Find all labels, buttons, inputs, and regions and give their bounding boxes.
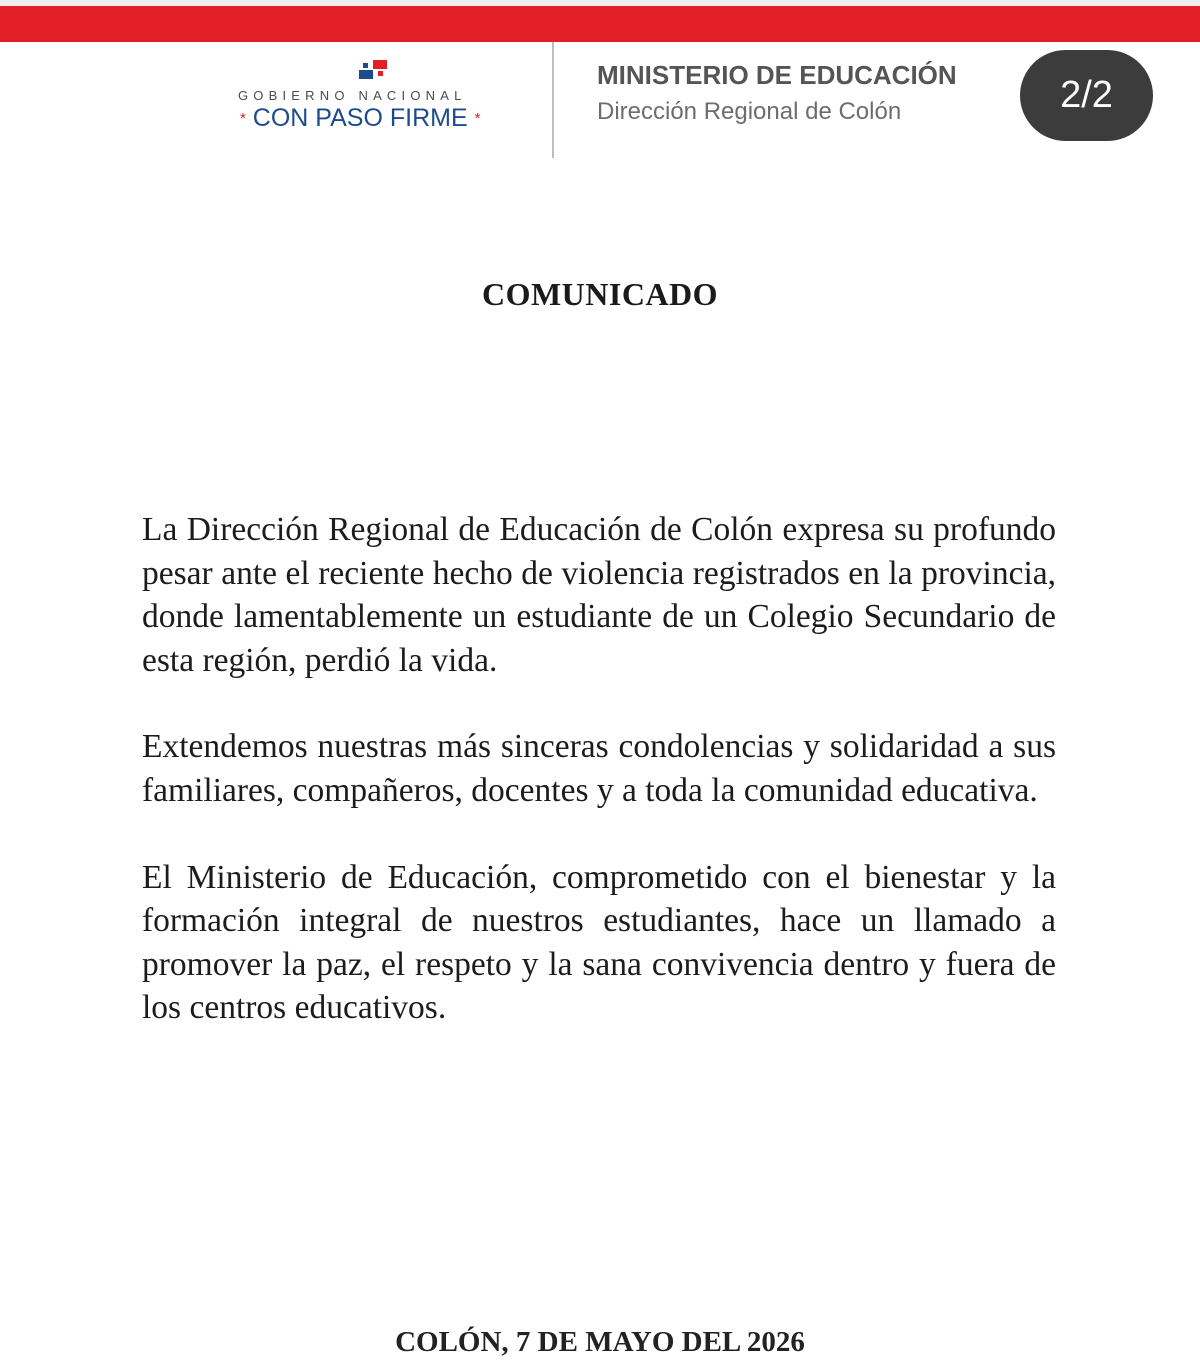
paragraph: El Ministerio de Educación, comprometido con el bienestar y la formación integral de nuestros estudiantes, hace un llamado a promover la paz, el respeto y la sana convivencia dentro y fuera de los centros educativos. — [142, 858, 1056, 1027]
star-icon: * — [474, 110, 481, 127]
document-title: COMUNICADO — [481, 276, 719, 312]
gov-logo-line1: GOBIERNO NACIONAL — [238, 88, 467, 103]
ministry-name: MINISTERIO DE EDUCACIÓN — [597, 60, 957, 90]
paragraph: La Dirección Regional de Educación de Colón expresa su profundo pesar ante el reciente hecho de violencia registrados en la provincia, donde lamentablemente un estudiante de un Colegio Secundario de esta región, perdió la vida. — [142, 511, 1056, 679]
document-date: COLÓN, 7 DE MAYO DEL 2026 — [395, 1326, 805, 1358]
page-counter-badge: 2/2 — [1020, 50, 1153, 141]
star-icon: * — [240, 110, 246, 127]
panama-flag-icon — [358, 60, 388, 80]
document-body — [142, 508, 1056, 1073]
red-header-bar — [0, 6, 1200, 42]
letterhead — [0, 42, 1200, 162]
gov-logo-slogan: CON PASO FIRME — [252, 104, 468, 132]
header-divider — [552, 42, 554, 158]
gov-logo-line2 — [240, 104, 480, 133]
ministry-subtitle: Dirección Regional de Colón — [597, 98, 902, 125]
government-logo — [230, 60, 520, 140]
paragraph: Extendemos nuestras más sinceras condolencias y solidaridad a sus familiares, compañeros, docentes y a toda la comunidad educativa. — [142, 728, 1056, 809]
